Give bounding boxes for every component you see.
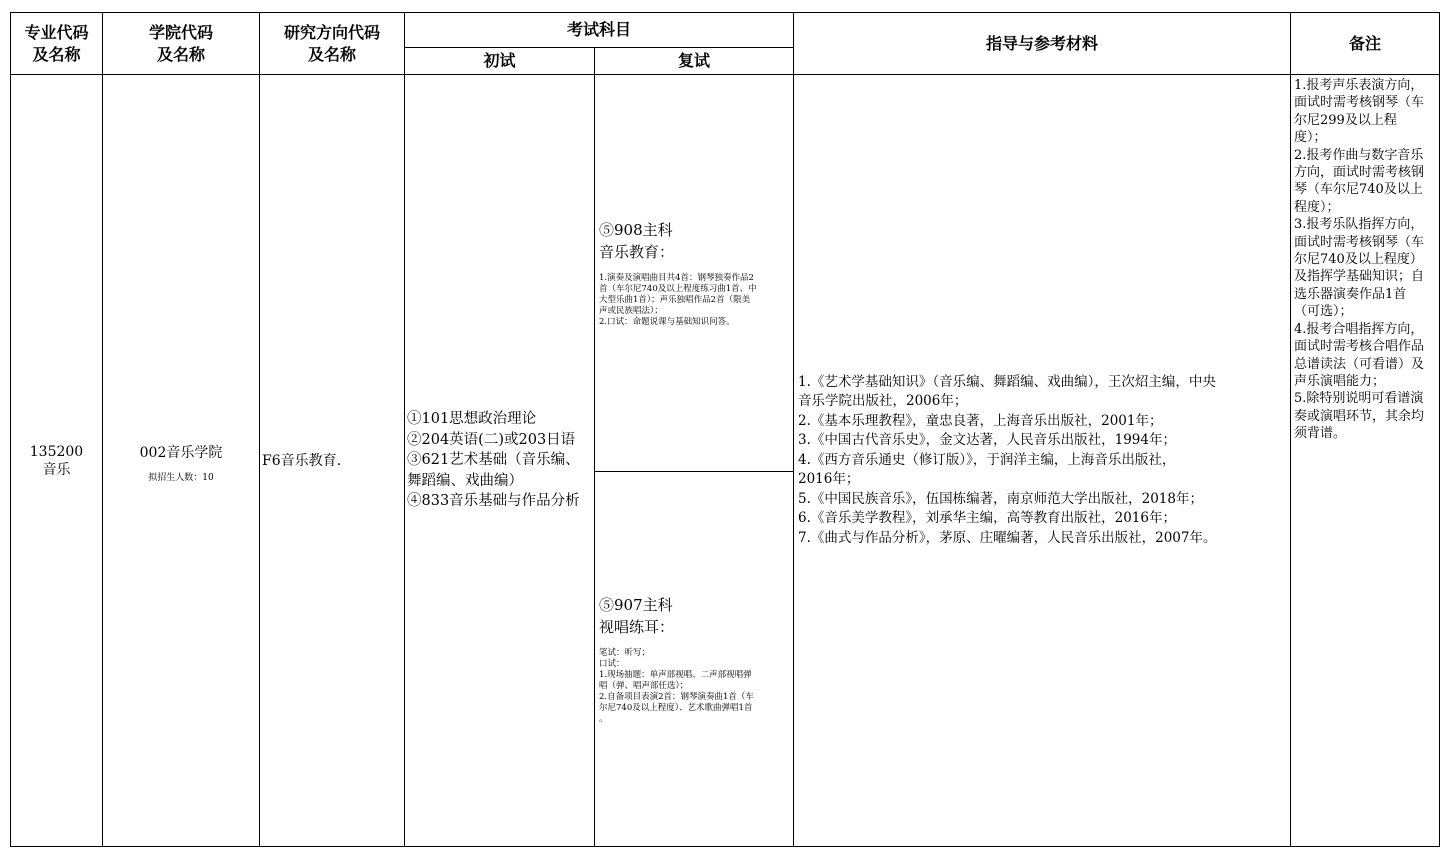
initial-subject-3-cont: 舞蹈编、戏曲编） <box>407 472 523 489</box>
note-line-8: 程度）； <box>1294 199 1340 215</box>
header-materials <box>793 12 1291 75</box>
note-line-15: 4.报考合唱指挥方向， <box>1294 321 1424 337</box>
material-line-4: 3.《中国古代音乐史》，金文达著，人民音乐出版社，1994年； <box>798 432 1176 449</box>
retest-907-line-6: 尔尼740及以上程度）、艺术歌曲弹唱1首 <box>599 702 753 713</box>
cell-notes <box>1290 74 1440 847</box>
initial-subject-2: ②204英语(二)或203日语 <box>407 431 576 448</box>
header-college-line1: 学院代码 <box>148 22 213 42</box>
header-direction <box>259 12 405 75</box>
retest-908-line-1: 1.演奏及演唱曲目共4首：钢琴独奏作品2 <box>599 272 754 283</box>
note-line-6: 方向，面试时需考核钢 <box>1294 165 1425 181</box>
note-line-5: 2.报考作曲与数字音乐 <box>1294 147 1424 163</box>
header-college <box>102 12 260 75</box>
cell-materials <box>793 74 1291 847</box>
initial-subject-3: ③621艺术基础（音乐编、 <box>407 452 580 469</box>
college-name: 002音乐学院 <box>139 444 223 461</box>
cell-direction <box>259 74 405 847</box>
note-line-21: 须背谱。 <box>1294 426 1347 442</box>
cell-major <box>10 74 103 847</box>
retest-908-line-3: 大型乐曲1首）；声乐独唱作品2首（限美 <box>599 294 751 305</box>
header-major <box>10 12 103 75</box>
header-notes-label: 备注 <box>1348 33 1381 53</box>
note-line-11: 尔尼740及以上程度） <box>1294 252 1423 268</box>
header-notes <box>1290 12 1440 75</box>
enroll-count: 拟招生人数：10 <box>148 472 214 483</box>
note-line-2: 面试时需考核钢琴（车 <box>1294 95 1425 111</box>
retest-908-subtitle: 音乐教育： <box>599 242 675 261</box>
major-name: 音乐 <box>42 461 71 478</box>
note-line-16: 面试时需考核合唱作品 <box>1294 339 1425 355</box>
retest-908-title: ⑤908主科 <box>599 220 673 239</box>
cell-initial-exam <box>404 74 595 847</box>
material-line-8: 6.《音乐美学教程》，刘承华主编，高等教育出版社，2016年； <box>798 510 1176 527</box>
retest-907-line-5: 2.自备项目表演2首：钢琴演奏曲1首（车 <box>599 691 754 702</box>
header-college-line2: 及名称 <box>156 44 205 64</box>
material-line-3: 2.《基本乐理教程》，童忠良著，上海音乐出版社，2001年； <box>798 412 1163 429</box>
material-line-9: 7.《曲式与作品分析》，茅原、庄曜编著，人民音乐出版社，2007年。 <box>798 529 1217 546</box>
retest-907-line-3: 1.现场抽题：单声部视唱、二声部视唱弹 <box>599 669 752 680</box>
direction-name: F6音乐教育. <box>262 452 342 469</box>
note-line-20: 奏或演唱环节，其余均 <box>1294 408 1425 424</box>
note-line-12: 及指挥学基础知识；自 <box>1294 269 1425 285</box>
header-major-line1: 专业代码 <box>24 22 89 42</box>
note-line-4: 度）； <box>1294 130 1327 146</box>
retest-908-line-5: 2.口试：命题说课与基础知识问答。 <box>599 316 735 327</box>
major-code: 135200 <box>29 443 84 460</box>
header-retest <box>594 47 794 75</box>
retest-908-line-4: 声或民族唱法）； <box>599 305 663 316</box>
material-line-6: 2016年； <box>798 471 860 488</box>
initial-subject-4: ④833音乐基础与作品分析 <box>407 493 580 510</box>
retest-907-line-2: 口试： <box>599 658 625 669</box>
note-line-17: 总谱读法（可看谱）及 <box>1294 356 1425 372</box>
header-direction-line1: 研究方向代码 <box>283 22 380 42</box>
retest-907-line-7: 。 <box>599 713 608 724</box>
material-line-5: 4.《西方音乐通史（修订版）》，于润洋主编，上海音乐出版社， <box>798 451 1176 468</box>
material-line-1: 1.《艺术学基础知识》（音乐编、舞蹈编、戏曲编），王次炤主编，中央 <box>798 373 1216 390</box>
cell-retest-907 <box>594 471 794 847</box>
cell-college <box>102 74 260 847</box>
retest-908-line-2: 首（车尔尼740及以上程度练习曲1首、中 <box>599 283 757 294</box>
header-materials-label: 指导与参考材料 <box>985 33 1098 53</box>
header-initial-label: 初试 <box>483 51 516 70</box>
note-line-14: （可选）； <box>1294 304 1353 320</box>
header-direction-line2: 及名称 <box>307 44 356 64</box>
material-line-7: 5.《中国民族音乐》，伍国栋编著，南京师范大学出版社，2018年； <box>798 490 1203 507</box>
header-initial <box>404 47 595 75</box>
header-retest-label: 复试 <box>677 51 710 70</box>
header-major-line2: 及名称 <box>32 44 81 64</box>
note-line-7: 琴（车尔尼740及以上 <box>1294 182 1423 198</box>
cell-retest-908 <box>594 74 794 472</box>
header-exam-label: 考试科目 <box>566 20 631 39</box>
note-line-1: 1.报考声乐表演方向， <box>1294 78 1424 93</box>
note-line-3: 尔尼299及以上程 <box>1294 112 1397 128</box>
retest-907-subtitle: 视唱练耳： <box>599 617 675 636</box>
header-exam-subjects <box>404 12 794 48</box>
note-line-9: 3.报考乐队指挥方向， <box>1294 217 1424 233</box>
note-line-10: 面试时需考核钢琴（车 <box>1294 234 1425 250</box>
note-line-13: 选乐器演奏作品1首 <box>1294 286 1407 302</box>
retest-907-title: ⑤907主科 <box>599 595 673 614</box>
initial-subject-1: ①101思想政治理论 <box>407 411 537 428</box>
retest-907-line-4: 唱（弹、唱声部任选）； <box>599 680 689 691</box>
admissions-table <box>10 12 1440 847</box>
retest-907-line-1: 笔试：听写； <box>599 647 651 658</box>
material-line-2: 音乐学院出版社，2006年； <box>798 393 968 410</box>
note-line-18: 声乐演唱能力； <box>1294 373 1386 389</box>
note-line-19: 5.除特别说明可看谱演 <box>1294 391 1424 407</box>
